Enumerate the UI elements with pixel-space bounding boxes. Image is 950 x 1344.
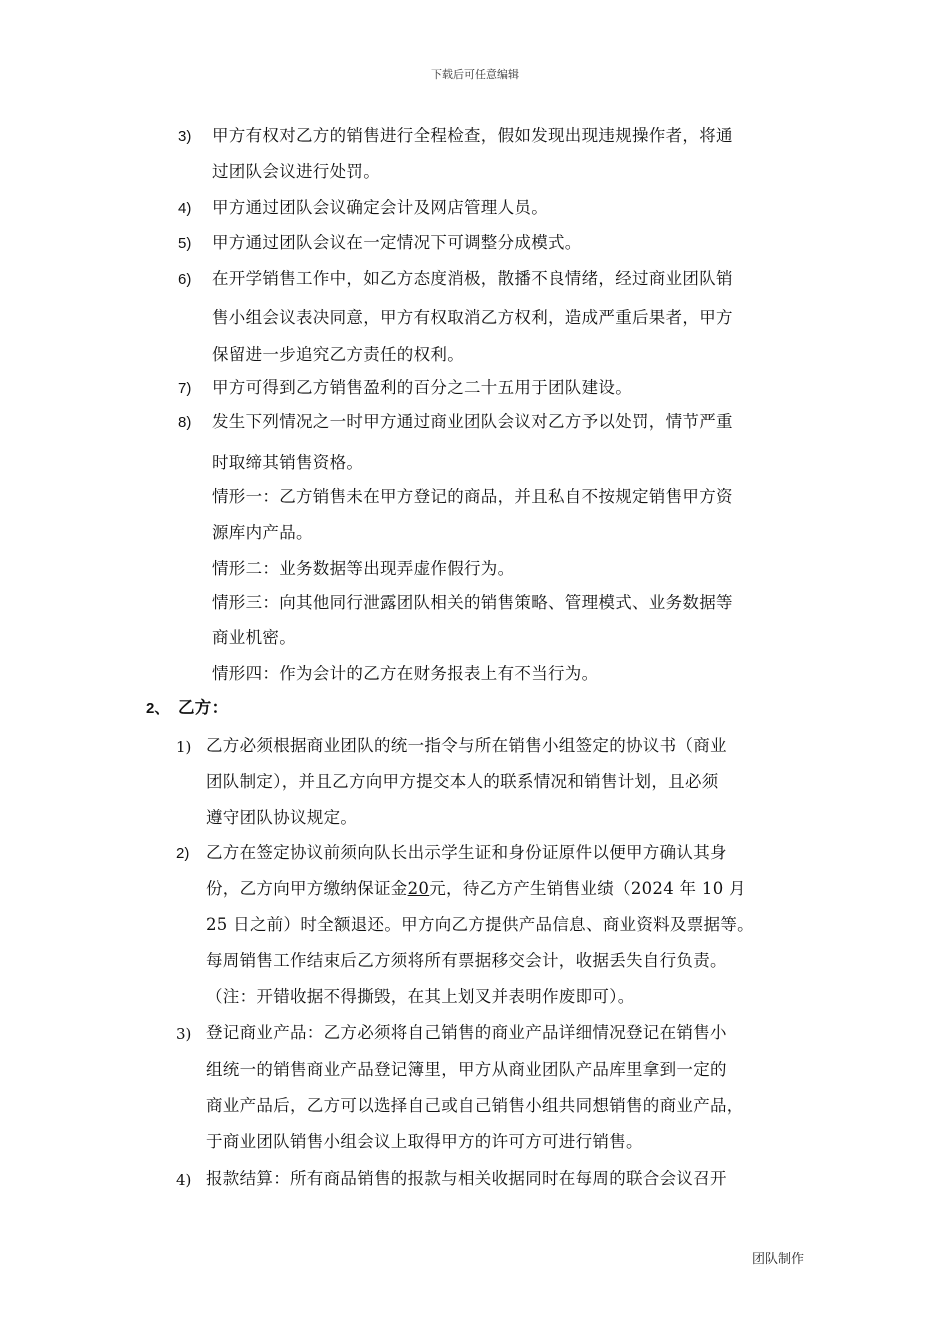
list-item-text: 遵守团队协议规定。 [206, 808, 358, 827]
list-number: 3) [176, 1025, 192, 1043]
page-header: 下载后可任意编辑 [431, 68, 519, 81]
list-item-text: 乙方必须根据商业团队的统一指令与所在销售小组签定的协议书（商业 [206, 736, 727, 755]
list-item-text: 情形一：乙方销售未在甲方登记的商品，并且私自不按规定销售甲方资 [212, 487, 733, 506]
list-item-text: （注：开错收据不得撕毁，在其上划叉并表明作废即可）。 [206, 987, 635, 1006]
list-number: 1) [176, 738, 192, 756]
list-item-text [206, 879, 746, 899]
list-item-text: 商业产品后，乙方可以选择自己或自己销售小组共同想销售的商业产品， [206, 1096, 744, 1115]
list-number: 4) [176, 1171, 192, 1189]
list-item-text: 每周销售工作结束后乙方须将所有票据移交会计，收据丢失自行负责。 [206, 951, 727, 970]
section-title: 乙方： [178, 698, 229, 717]
list-item-text: 情形二：业务数据等出现弄虚作假行为。 [212, 559, 515, 578]
list-item-text: 过团队会议进行处罚。 [212, 162, 380, 181]
list-item-text: 团队制定），并且乙方向甲方提交本人的联系情况和销售计划，且必须 [206, 772, 719, 791]
list-item-text: 组统一的销售商业产品登记簿里，甲方从商业团队产品库里拿到一定的 [206, 1060, 727, 1079]
list-item-text: 情形三：向其他同行泄露团队相关的销售策略、管理模式、业务数据等 [212, 593, 733, 612]
list-item-text: 甲方有权对乙方的销售进行全程检查，假如发现出现违规操作者，将通 [212, 126, 733, 145]
list-number: 5) [178, 235, 192, 252]
list-item-text: 25 日之前）时全额退还。甲方向乙方提供产品信息、商业资料及票据等。 [206, 915, 754, 934]
list-item-text: 情形四：作为会计的乙方在财务报表上有不当行为。 [212, 664, 599, 683]
list-number: 4) [178, 200, 192, 217]
list-item-text: 源库内产品。 [212, 523, 313, 542]
list-number: 8) [178, 414, 192, 431]
list-item-text: 乙方在签定协议前须向队长出示学生证和身份证原件以便甲方确认其身 [206, 843, 727, 862]
list-item-text: 于商业团队销售小组会议上取得甲方的许可方可进行销售。 [206, 1132, 643, 1151]
list-item-text: 售小组会议表决同意，甲方有权取消乙方权利，造成严重后果者，甲方 [212, 308, 733, 327]
section-number: 2、 [146, 700, 170, 717]
list-item-text: 甲方通过团队会议确定会计及网店管理人员。 [212, 198, 548, 217]
list-item-text: 时取缔其销售资格。 [212, 453, 364, 472]
list-item-text: 报款结算：所有商品销售的报款与相关收据同时在每周的联合会议召开 [206, 1169, 727, 1188]
list-number: 6) [178, 271, 192, 288]
list-item-text: 登记商业产品：乙方必须将自己销售的商业产品详细情况登记在销售小 [206, 1023, 727, 1042]
list-item-text: 甲方通过团队会议在一定情况下可调整分成模式。 [212, 233, 582, 252]
deposit-text-post: 元，待乙方产生销售业绩（2024 年 10 月 [429, 879, 746, 898]
list-number: 7) [178, 380, 192, 397]
deposit-amount: 20 [407, 879, 430, 898]
list-number: 2) [176, 845, 190, 862]
list-item-text: 在开学销售工作中，如乙方态度消极，散播不良情绪，经过商业团队销 [212, 269, 733, 288]
deposit-text-pre: 份，乙方向甲方缴纳保证金 [206, 879, 408, 898]
list-item-text: 商业机密。 [212, 628, 296, 647]
list-item-text: 保留进一步追究乙方责任的权利。 [212, 345, 464, 364]
list-item-text: 甲方可得到乙方销售盈利的百分之二十五用于团队建设。 [212, 378, 632, 397]
page-footer: 团队制作 [752, 1252, 805, 1267]
list-item-text: 发生下列情况之一时甲方通过商业团队会议对乙方予以处罚，情节严重 [212, 412, 733, 431]
list-number: 3) [178, 128, 192, 145]
